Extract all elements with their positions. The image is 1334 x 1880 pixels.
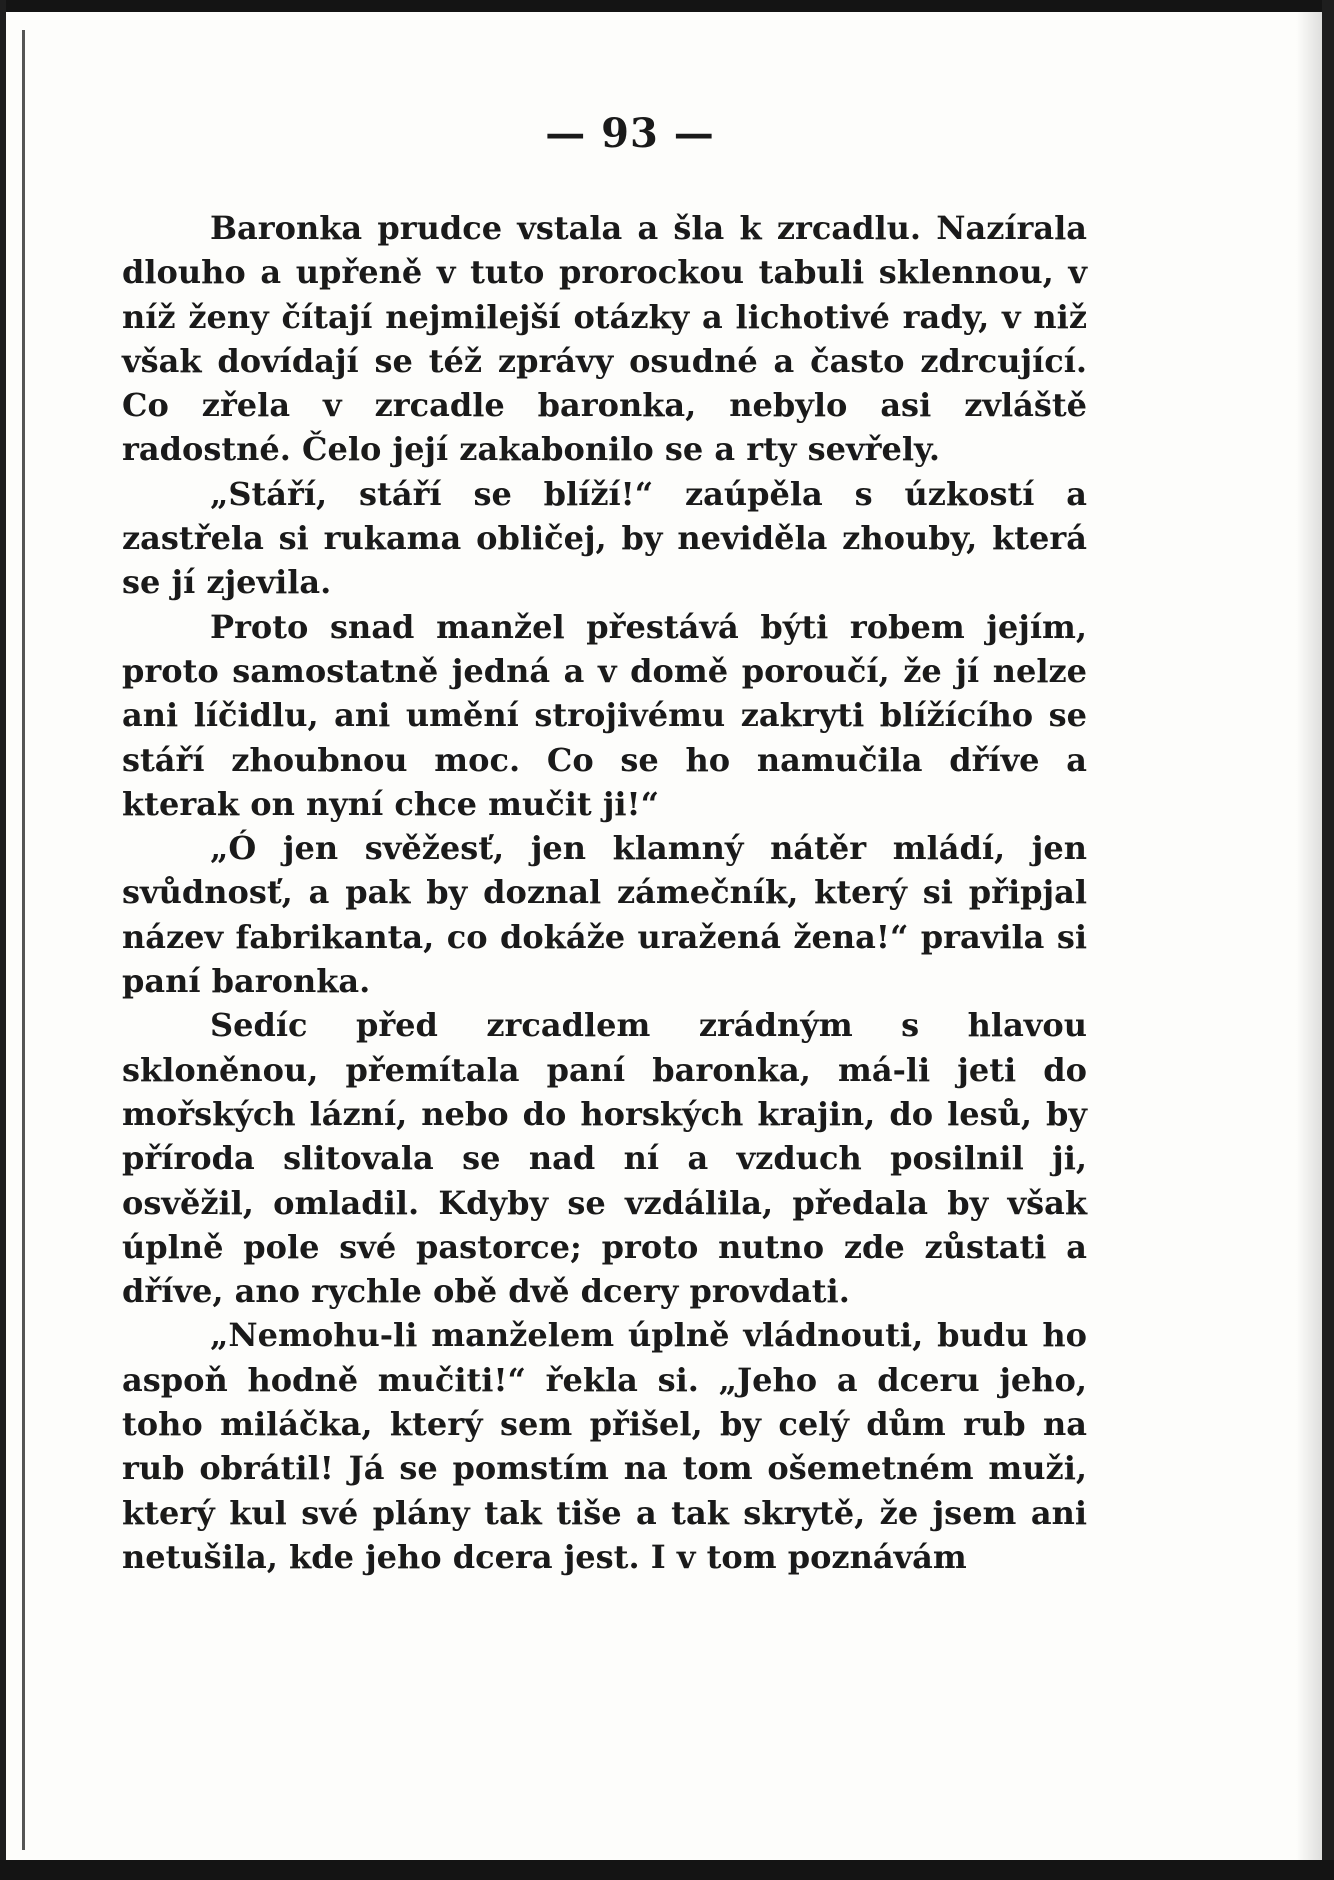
scan-edge-left [0, 0, 6, 1880]
scan-edge-top [0, 0, 1334, 12]
page-number: — 93 — [545, 110, 715, 157]
paragraph-6: „Nemohu-li manželem úplně vládnouti, budu ho aspoň hodně mučiti!“ řekla si. „Jeho a dceru jeho, toho miláčka, který sem přišel, by celý dům rub na rub obrátil! Já se pomstím na tom ošemetném muži, který kul své plány tak tiše a tak skrytě, že jsem ani netušila, kde jeho dcera jest. I v tom poznávám [122, 1316, 1087, 1576]
paragraph-4: „Ó jen svěžesť, jen klamný nátěr mládí, jen svůdnosť, a pak by doznal zámečník, který si připjal název fabrikanta, co dokáže uražená žena!“ pravila si paní baronka. [122, 829, 1087, 1001]
paragraph-3: Proto snad manžel přestává býti robem jejím, proto samostatně jedná a v domě poroučí, že jí nelze ani líčidlu, ani umění strojivému zakryti blížícího se stáří zhoubnou moc. Co se ho namučila dříve a kterak on nyní chce mučit ji!“ [122, 607, 1087, 823]
page-edge-shadow [1296, 12, 1322, 1860]
paragraph-5: Sedíc před zrcadlem zrádným s hlavou skloněnou, přemítala paní baronka, má-li jeti do mořských lázní, nebo do horských krajin, do lesů, by příroda slitovala se nad ní a vzduch posilnil ji, osvěžil, omladil. Kdyby se vzdálila, předala by však úplně pole své pastorce; proto nutno zde zůstati a dříve, ano rychle obě dvě dcery provdati. [122, 1006, 1087, 1311]
scan-edge-bottom [0, 1860, 1334, 1880]
body-text [122, 206, 1087, 1579]
paragraph-2: „Stáří, stáří se blíží!“ zaúpěla s úzkostí a zastřela si rukama obličej, by neviděla zhouby, která se jí zjevila. [122, 474, 1087, 602]
binding-gutter-line [22, 30, 25, 1850]
scan-edge-right [1322, 0, 1334, 1880]
paragraph-1: Baronka prudce vstala a šla k zrcadlu. Nazírala dlouho a upřeně v tuto prorockou tabuli sklennou, v níž ženy čítají nejmilejší otázky a lichotivé rady, v niž však dovídají se též zprávy osudné a často zdrcující. Co zřela v zrcadle baronka, nebylo asi zvláště radostné. Čelo její zakabonilo se a rty sevřely. [122, 209, 1087, 469]
